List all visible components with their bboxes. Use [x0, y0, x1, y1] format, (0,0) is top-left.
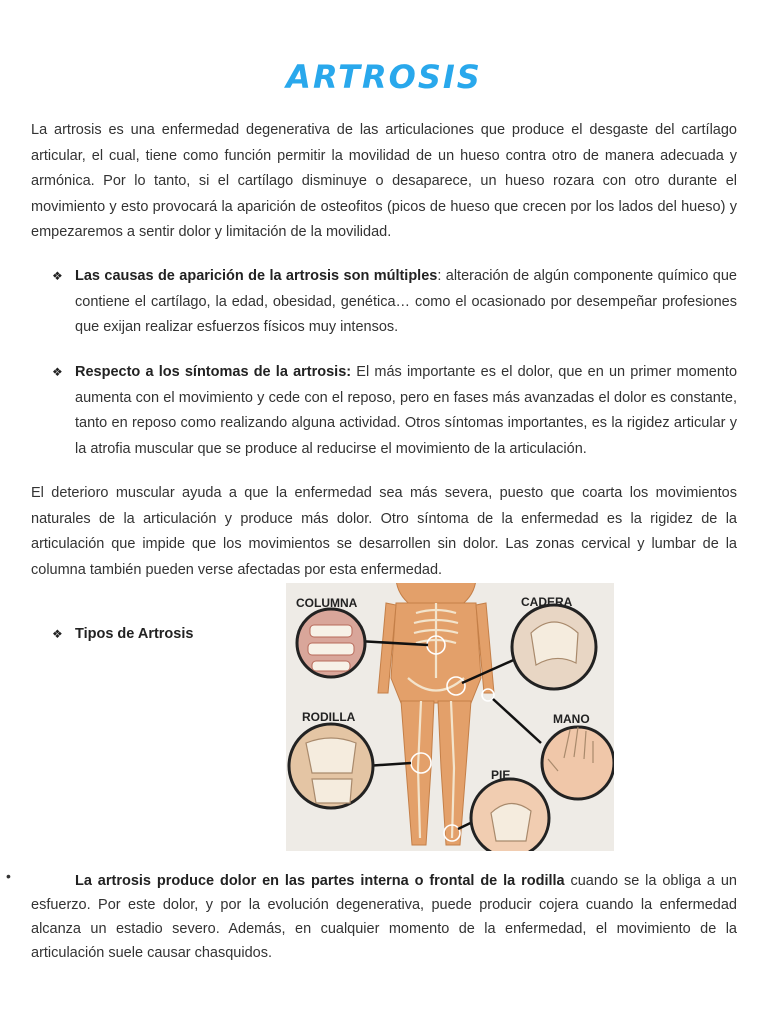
- second-paragraph: El deterioro muscular ayuda a que la enfermedad sea más severa, puesto que coarta los movimientos naturales de la articulación y produce más dolor. Otro síntoma de la enfermedad es la rigidez de la articulación que impide que los movimientos se desarrollen sin dolor. Las zonas cervical y lumbar de la columna también pueden verse afectadas por esta enfermedad.: [31, 485, 737, 578]
- page-title: ARTROSIS: [286, 58, 482, 96]
- label-rodilla: RODILLA: [302, 710, 356, 724]
- diamond-bullet-icon: ❖: [52, 627, 63, 641]
- tipos-label: Tipos de Artrosis: [75, 626, 194, 642]
- bullet-sintomas-text: El más importante es el dolor, que en un primer momento aumenta con el movimiento y cede con el reposo, pero en fases más avanzadas el dolor es constante, tanto en reposo como realizando alguna actividad. Otros síntomas importantes, es la rigidez articular y la atrofia muscular que se produce al reducirse el movimiento de la articulación.: [75, 364, 738, 457]
- bullet-tipos: [52, 622, 272, 648]
- body-joints-illustration: [286, 583, 614, 851]
- bullet-causas-bold: Las causas de aparición de la artrosis son múltiples: [75, 268, 438, 284]
- artrosis-figure: [286, 583, 614, 851]
- last-text: cuando se la obliga a un esfuerzo. Por este dolor, y por la evolución degenerativa, puede producir cojera cuando la enfermedad alcanza un estadio severo. Además, en cualquier momento de la enfermedad, el movimiento de la articulación suele causar chasquidos.: [31, 873, 737, 961]
- bullet-causas-text: : alteración de algún componente químico que contiene el cartílago, la edad, obesidad, genética… como el ocasionado por desempeñar profesiones que exijan realizar esfuerzos físicos muy intensos.: [75, 268, 737, 335]
- diamond-bullet-icon: ❖: [52, 269, 63, 283]
- mano-circle: [542, 727, 614, 799]
- intro-paragraph: La artrosis es una enfermedad degenerativa de las articulaciones que produce el desgaste del cartílago articular, el cual, tiene como función permitir la movilidad de un hueso contra otro de manera adecuada y armónica. Por lo tanto, si el cartílago disminuye o desaparece, un hueso rozara con otro durante el movimiento y esto provocará la aparición de osteofitos (picos de hueso que crecen por los lados del hueso) y empezaremos a sentir dolor y limitación de la movilidad.: [31, 122, 737, 240]
- diamond-bullet-icon: ❖: [52, 365, 63, 379]
- bullet-sintomas-bold: Respecto a los síntomas de la artrosis:: [75, 364, 352, 380]
- label-columna: COLUMNA: [296, 596, 358, 610]
- bullet-causas: [52, 264, 737, 341]
- dot-bullet-icon: •: [6, 868, 11, 884]
- last-bold: La artrosis produce dolor en las partes interna o frontal de la rodilla: [75, 873, 565, 889]
- label-pie: PIE: [491, 768, 511, 782]
- last-paragraph: [31, 869, 737, 965]
- bullet-sintomas: [52, 360, 737, 462]
- label-mano: MANO: [553, 712, 590, 726]
- label-cadera: CADERA: [521, 595, 573, 609]
